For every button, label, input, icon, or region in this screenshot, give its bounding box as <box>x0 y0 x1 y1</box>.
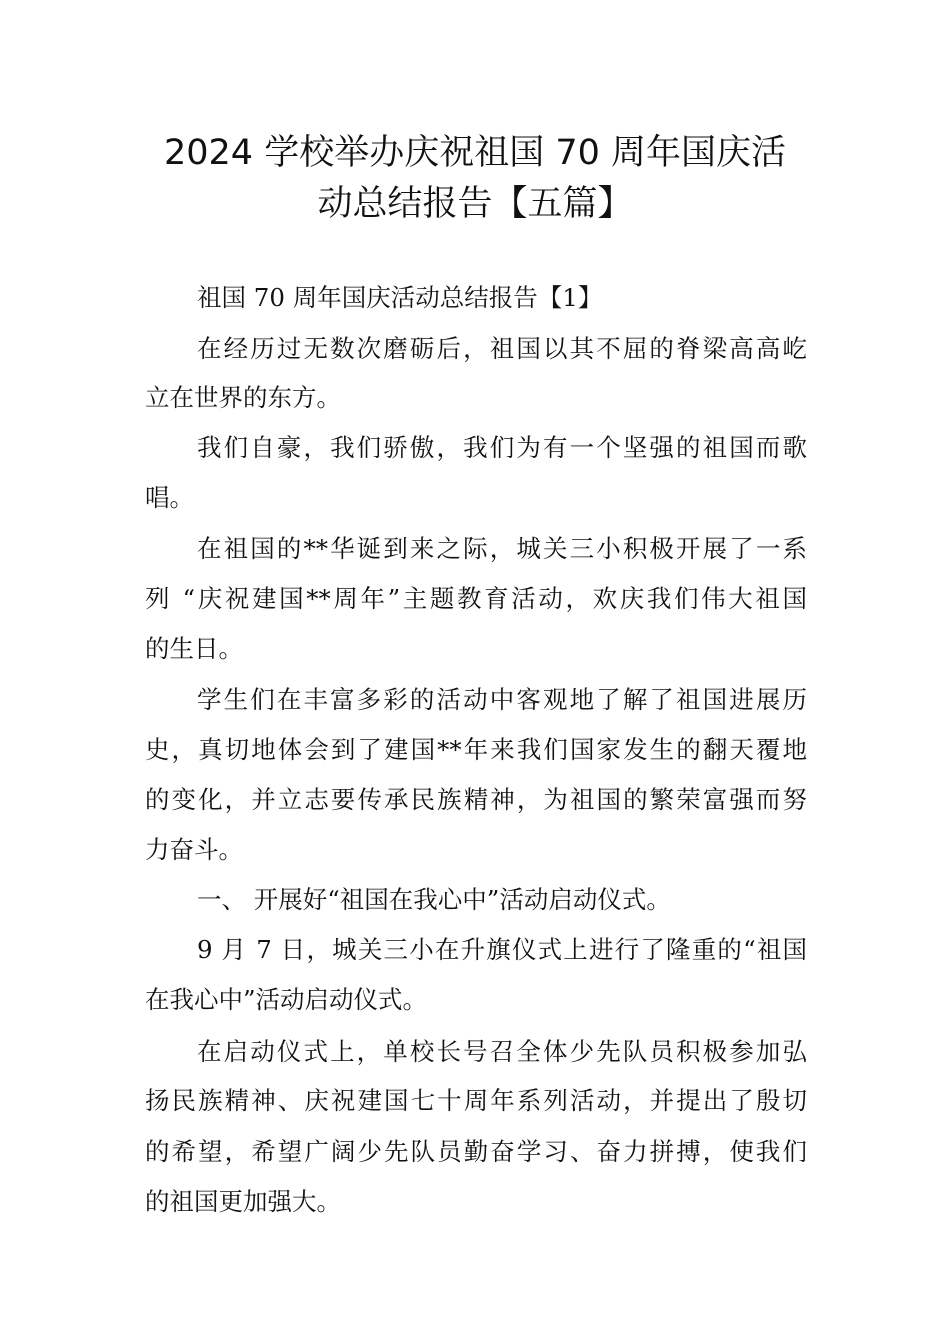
paragraph-line: 立在世界的东方。 <box>145 383 341 412</box>
list-item-heading: 一、 开展好“祖国在我心中”活动启动仪式。 <box>197 885 671 914</box>
paragraph-line: 唱。 <box>145 483 194 512</box>
paragraph-line: 的祖国更加强大。 <box>145 1187 341 1216</box>
document-title-line-2: 动总结报告【五篇】 <box>317 184 633 224</box>
paragraph-line: 的希望，希望广阔少先队员勤奋学习、奋力拼搏，使我们 <box>145 1137 807 1166</box>
paragraph-line: 9 月 7 日，城关三小在升旗仪式上进行了隆重的“祖国 <box>197 935 807 964</box>
paragraph-line: 扬民族精神、庆祝建国七十周年系列活动，并提出了殷切 <box>145 1086 807 1115</box>
paragraph-line: 的生日。 <box>145 634 243 663</box>
paragraph-line: 史，真切地体会到了建国**年来我们国家发生的翻天覆地 <box>145 735 807 764</box>
paragraph-line: 在经历过无数次磨砺后，祖国以其不屈的脊梁高高屹 <box>197 334 807 363</box>
paragraph-line: 力奋斗。 <box>145 835 243 864</box>
paragraph-line: 在启动仪式上，单校长号召全体少先队员积极参加弘 <box>197 1037 807 1066</box>
document-title-line-1: 2024 学校举办庆祝祖国 70 周年国庆活 <box>164 133 786 173</box>
paragraph-line: 的变化，并立志要传承民族精神，为祖国的繁荣富强而努 <box>145 785 807 814</box>
section-heading: 祖国 70 周年国庆活动总结报告【1】 <box>197 283 603 312</box>
paragraph-line: 在我心中”活动启动仪式。 <box>145 985 428 1014</box>
paragraph-line: 学生们在丰富多彩的活动中客观地了解了祖国进展历 <box>197 685 807 714</box>
paragraph-line: 列 “庆祝建国**周年”主题教育活动，欢庆我们伟大祖国 <box>145 584 807 613</box>
paragraph-line: 在祖国的**华诞到来之际，城关三小积极开展了一系 <box>197 534 807 563</box>
paragraph-line: 我们自豪，我们骄傲，我们为有一个坚强的祖国而歌 <box>197 433 807 462</box>
